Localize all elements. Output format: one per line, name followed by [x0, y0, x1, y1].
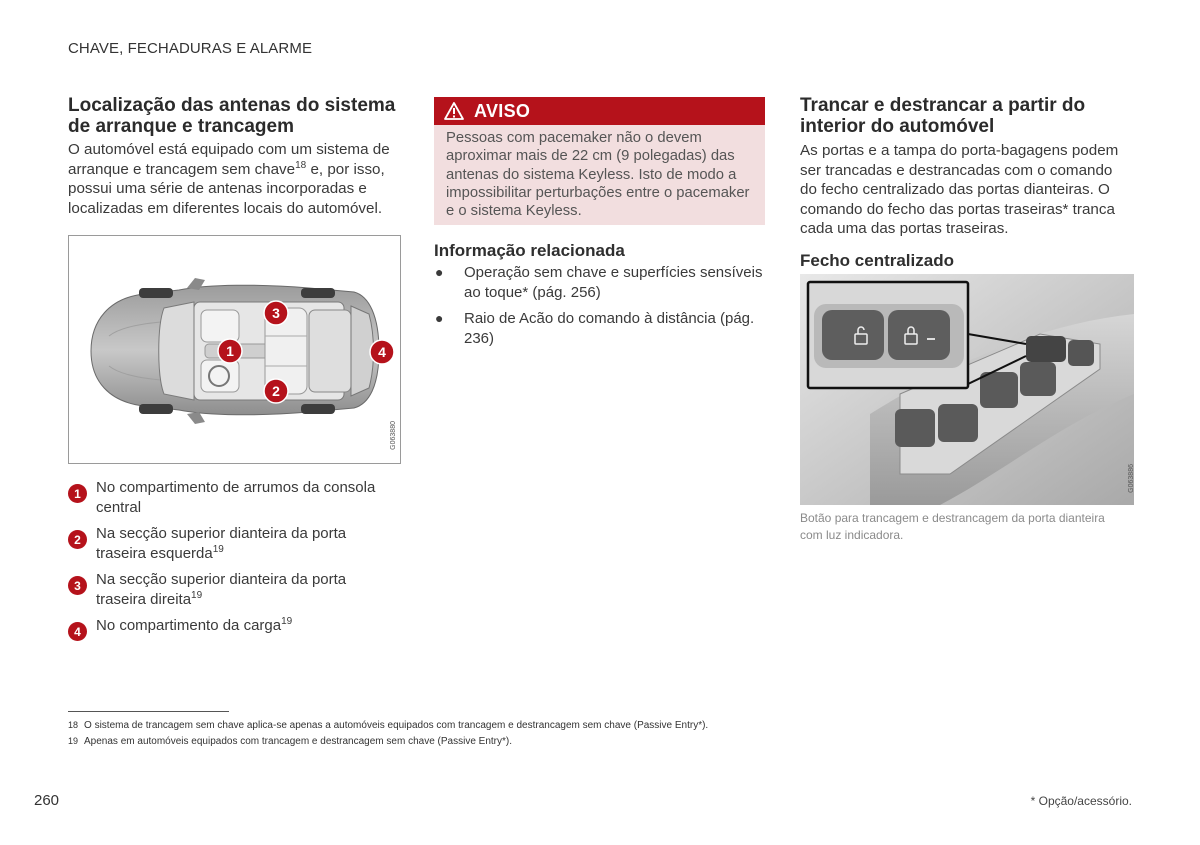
antenna-marker-4	[370, 340, 394, 364]
warning-box	[434, 97, 765, 225]
warning-triangle-icon	[444, 102, 464, 120]
legend-item: 1 No compartimento de arrumos da consola central	[68, 478, 398, 517]
footnote-ref-19[interactable]: 19	[212, 543, 224, 555]
figure-caption: Botão para trancagem e destrancagem da porta dianteira com luz indicadora.	[800, 511, 1105, 542]
footnotes	[68, 718, 1068, 749]
footnote-divider	[68, 711, 229, 712]
antenna-marker-3	[264, 301, 288, 325]
svg-text:3: 3	[272, 305, 280, 321]
figure-code: G063880	[390, 421, 397, 450]
legend-badge: 2	[68, 530, 87, 549]
footnote-18: 18 O sistema de trancagem sem chave aplica-se apenas a automóveis equipados com trancagem e destrancagem sem chave (Passive Entry*).	[68, 720, 709, 731]
antenna-marker-2	[264, 379, 288, 403]
door-lock-panel-figure	[800, 274, 1134, 505]
central-locking-subtitle: Fecho centralizado	[800, 251, 954, 270]
figure-code: G063886	[1128, 464, 1135, 493]
legend-item: 2 Na secção superior dianteira da porta traseira esquerda$^{19}$	[68, 524, 398, 563]
footnote-ref-19[interactable]: 19	[281, 616, 293, 627]
bullet-icon: ●	[435, 264, 444, 280]
legend-item: 4 No compartimento da carga$^{19}$	[68, 616, 398, 641]
footnote-19: 19 Apenas em automóveis equipados com trancagem e destrancagem sem chave (Passive Entry*).	[68, 735, 513, 747]
related-link-keyless[interactable]: ● Operação sem chave e superfícies sensíveis ao toque* (pág. 256)	[435, 264, 763, 301]
antenna-section-title: Localização das antenas do sistema de arranque e trancagem	[68, 95, 396, 137]
related-link-remote-range[interactable]: ● Raio de Acão do comando à distância (pág. 236)	[435, 310, 755, 347]
bullet-icon: ●	[435, 310, 444, 326]
svg-text:4: 4	[378, 344, 386, 360]
antenna-legend	[68, 478, 398, 648]
related-info-title: Informação relacionada	[434, 241, 625, 260]
central-locking-text: As portas e a tampa do porta-bagagens podem ser trancadas e destrancadas com o comando do fecho centralizado das portas dianteiras. O comando do fecho das portas traseiras* tranca cada uma das portas traseiras.	[800, 142, 1119, 237]
warning-text: Pessoas com pacemaker não o devem aproximar mais de 22 cm (9 polegadas) das antenas do sistema Keyless. Isto de modo a impossibilitar perturbações entre o pacemaker e o sistema Keyless.	[446, 130, 750, 220]
legend-item: 3 Na secção superior dianteira da porta traseira direita$^{19}$	[68, 570, 398, 609]
warning-title: AVISO	[474, 100, 531, 121]
footnote-ref-19[interactable]: 19	[191, 589, 203, 601]
option-accessory-note: * Opção/acessório.	[1030, 794, 1132, 808]
legend-badge: 1	[68, 484, 87, 503]
car-top-view-illustration	[69, 236, 400, 463]
legend-badge: 4	[68, 622, 87, 641]
page-number: 260	[34, 792, 60, 809]
footnote-ref-18[interactable]: 18	[295, 159, 307, 171]
legend-badge: 3	[68, 576, 87, 595]
warning-header	[434, 97, 765, 125]
car-antenna-figure	[68, 235, 401, 464]
related-info-list	[434, 263, 764, 355]
central-locking-section-title: Trancar e destrancar a partir do interior do automóvel	[800, 95, 1086, 137]
svg-text:1: 1	[226, 343, 234, 359]
section-header: CHAVE, FECHADURAS E ALARME	[68, 40, 313, 57]
antenna-intro-text: O automóvel está equipado com um sistema de arranque e trancagem sem chave$^{18}$ e, por isso, possui uma série de antenas incorporadas e localizadas em diferentes locais do automóvel.	[68, 141, 390, 217]
door-panel-illustration	[800, 274, 1134, 505]
antenna-marker-1	[218, 339, 242, 363]
svg-text:2: 2	[272, 383, 280, 399]
